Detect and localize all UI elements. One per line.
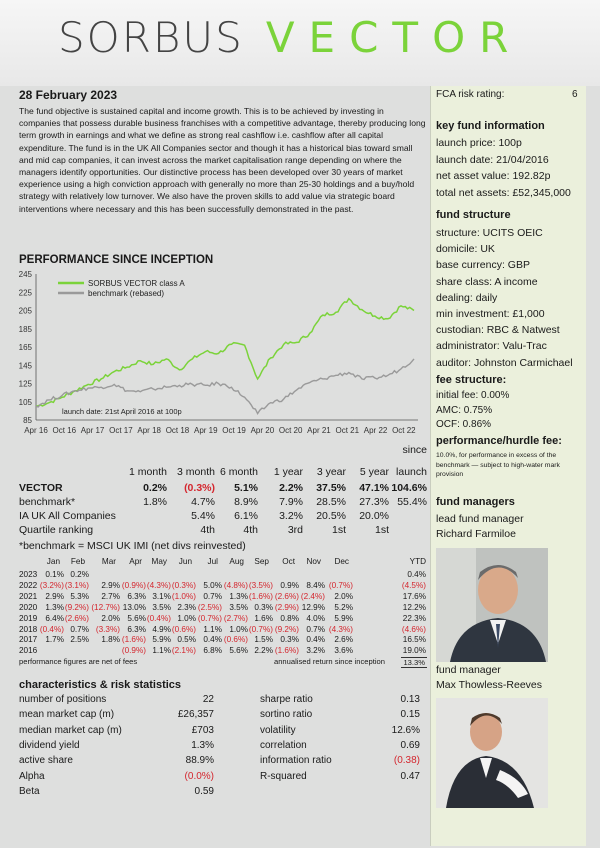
perf-cell: 3.2% — [279, 510, 303, 522]
monthly-cell: (2.6%) — [64, 613, 89, 623]
monthly-cell: (3.1%) — [64, 580, 89, 590]
monthly-cell: 12.9% — [301, 602, 325, 612]
risk-rating-value: 6 — [572, 89, 578, 100]
keyInfo-item: launch date: 21/04/2016 — [436, 153, 549, 166]
perf-cell: 1.8% — [143, 496, 167, 508]
monthly-cell: 1.0% — [229, 624, 248, 634]
monthly-row — [19, 635, 431, 645]
monthly-cell: 2.5% — [70, 635, 89, 645]
perf-row-label: benchmark* — [19, 496, 76, 508]
monthly-notes — [19, 657, 431, 667]
report-date: 28 February 2023 — [19, 88, 118, 102]
risk-rating-label: FCA risk rating: — [436, 89, 505, 100]
perf-header-cell: launch — [396, 466, 427, 478]
series-line-vector — [36, 299, 414, 407]
perf-header-cell: 1 year — [273, 466, 303, 478]
stat-label: correlation — [260, 739, 307, 751]
structure-item: auditor: Johnston Carmichael — [436, 356, 573, 369]
perf-row-label: IA UK All Companies — [19, 510, 116, 522]
stat-label: R-squared — [260, 770, 307, 782]
monthly-row — [19, 614, 431, 624]
monthly-cell: (0.6%) — [223, 635, 248, 645]
manager2-portrait-icon — [436, 698, 548, 808]
monthly-row — [19, 592, 431, 602]
stat-label: volatility — [260, 724, 296, 736]
monthly-cell: 1.6% — [254, 613, 273, 623]
stat-row — [260, 725, 420, 740]
monthly-cell: 6.8% — [203, 646, 222, 656]
structure-title: fund structure — [436, 209, 511, 221]
stat-value: £26,357 — [177, 709, 214, 721]
monthly-cell: (0.6%) — [171, 624, 196, 634]
x-tick-label: Apr 22 — [363, 426, 388, 435]
y-tick-label: 165 — [18, 343, 32, 352]
monthly-cell: 5.0% — [203, 580, 222, 590]
monthly-cell: (12.7%) — [91, 602, 120, 612]
monthly-header-cell: Aug — [229, 557, 244, 566]
perf-cell: 1st — [331, 524, 346, 536]
monthly-header-cell: Nov — [306, 557, 321, 566]
monthly-cell: 3.1% — [152, 591, 171, 601]
x-tick-label: Oct 16 — [52, 426, 77, 435]
perf-cell: 4th — [243, 524, 258, 536]
monthly-cell: (4.6%) — [401, 624, 426, 634]
perf-header-cell: since — [402, 444, 427, 456]
monthly-cell: 8.4% — [306, 580, 325, 590]
monthly-cell: 1.5% — [254, 635, 273, 645]
stat-value: 1.3% — [191, 739, 214, 751]
y-tick-label: 205 — [18, 306, 32, 316]
monthly-cell: 3.5% — [152, 602, 171, 612]
monthly-cell: 2.0% — [101, 613, 120, 623]
monthly-cell: 6.3% — [127, 591, 146, 601]
monthly-row — [19, 581, 431, 591]
structure-item: base currency: GBP — [436, 259, 530, 272]
perf-row — [19, 482, 429, 496]
monthly-cell: (9.2%) — [274, 624, 299, 634]
monthly-header-cell: Jan — [46, 557, 60, 566]
stat-value: (0.0%) — [184, 770, 214, 782]
monthly-header-cell: May — [151, 557, 167, 566]
manager2-role: fund manager — [436, 664, 501, 676]
perf-cell: 47.1% — [359, 482, 389, 494]
structure-item: min investment: £1,000 — [436, 308, 545, 320]
monthly-cell: 0.7% — [306, 624, 325, 634]
perf-cell: 37.5% — [316, 482, 346, 494]
x-tick-label: Apr 21 — [307, 426, 331, 435]
perf-header-cell: 6 month — [220, 466, 258, 478]
monthly-cell: (3.2%) — [39, 580, 64, 590]
perf-header-row-top — [19, 444, 429, 458]
perf-cell: 3rd — [287, 524, 303, 536]
stat-label: dividend yield — [19, 739, 80, 751]
stat-label: sortino ratio — [260, 709, 313, 721]
stat-value: (0.38) — [393, 755, 420, 767]
fund-objective: The fund objective is sustained capital and income growth. This is to be achieved by investing in companies that possess durable business franchises with a competitive advantage, thereby producing long term growth in earnings and what we define as strong real cashflow i.e. cashflow after all capital expenditure. The fund is in the UK All Companies sector and though it has a historical bias toward small and mid cap companies, it can invest across the market capitalisation range depending on where the managers identify opportunities. Our distinctive process has been developed over 30 years of market experience using a high conviction approach with generally no more than 25-30 holdings and a buy/hold strategy with relatively low turnover. We also have the proven skills to add value via strategic board interventions where necessary and this has been successfully demonstrated in the past. — [19, 106, 426, 214]
fees-note: performance figures are net of fees — [19, 657, 138, 667]
monthly-year: 2019 — [19, 613, 38, 623]
monthly-cell: (2.1%) — [171, 646, 196, 656]
performance-title: PERFORMANCE SINCE INCEPTION — [19, 254, 214, 266]
stat-row — [19, 786, 429, 801]
monthly-cell: 0.7% — [70, 624, 89, 634]
perf-cell: 20.5% — [316, 510, 346, 522]
perf-cell: 0.2% — [143, 482, 167, 494]
y-tick-label: 145 — [18, 361, 32, 371]
stat-label: Alpha — [19, 770, 45, 782]
perf-cell: 1st — [374, 524, 389, 536]
sorbus-vector-logo — [58, 13, 522, 73]
monthly-header-cell: Sep — [254, 557, 269, 566]
perf-cell: 7.9% — [279, 496, 303, 508]
perf-header-cell: 1 month — [129, 466, 167, 478]
monthly-cell: (2.6%) — [274, 591, 299, 601]
monthly-cell: 5.6% — [229, 646, 248, 656]
structure-item: dealing: daily — [436, 291, 498, 304]
monthly-header-cell: Mar — [101, 557, 116, 566]
monthly-year: 2021 — [19, 591, 38, 601]
monthly-header-cell: Dec — [334, 557, 349, 566]
structure-item: structure: UCITS OEIC — [436, 227, 543, 239]
structure-item: share class: A income — [436, 275, 538, 288]
structure-item: domicile: UK — [436, 243, 495, 256]
monthly-cell: 0.9% — [280, 580, 299, 590]
stat-label: mean market cap (m) — [19, 709, 115, 721]
structure-item: custodian: RBC & Natwest — [436, 324, 560, 337]
x-tick-label: Apr 19 — [193, 426, 218, 435]
monthly-cell: 6.3% — [127, 624, 146, 634]
monthly-cell: (0.4%) — [146, 613, 171, 623]
x-tick-label: Apr 18 — [137, 426, 161, 435]
x-tick-label: Oct 21 — [335, 426, 360, 435]
x-tick-label: Oct 22 — [392, 426, 416, 435]
monthly-cell: 0.5% — [177, 635, 196, 645]
hurdle-note: 10.0%, for performance in excess of the benchmark — subject to high-water mark provision — [436, 452, 560, 478]
perf-row-label: VECTOR — [19, 482, 63, 494]
manager1-photo — [436, 548, 548, 662]
x-tick-label: Apr 20 — [250, 426, 275, 435]
monthly-cell: (4.8%) — [223, 580, 248, 590]
monthly-row — [19, 625, 431, 635]
perf-cell: 20.0% — [359, 510, 389, 522]
monthly-cell: (0.7%) — [197, 613, 222, 623]
annualised-label: annualised return since inception — [273, 657, 385, 667]
monthly-cell: (0.7%) — [328, 580, 353, 590]
monthly-cell: 1.7% — [45, 635, 64, 645]
monthly-cell: 0.3% — [254, 602, 273, 612]
monthly-cell: (0.9%) — [121, 646, 146, 656]
legend-label: SORBUS VECTOR class A — [88, 279, 185, 288]
stat-value: 0.47 — [400, 770, 420, 782]
monthly-cell: 1.1% — [203, 624, 222, 634]
key-info-title: key fund information — [436, 120, 545, 132]
fees-item: initial fee: 0.00% — [436, 390, 510, 401]
perf-cell: 2.2% — [279, 482, 303, 494]
monthly-cell: 0.2% — [70, 570, 89, 579]
monthly-cell: (4.5%) — [401, 580, 426, 590]
y-tick-label: 185 — [18, 324, 32, 334]
monthly-header-cell: YTD — [409, 557, 426, 566]
hurdle-title: performance/hurdle fee: — [436, 435, 562, 447]
monthly-cell: 2.7% — [101, 591, 120, 601]
monthly-cell: (2.7%) — [223, 613, 248, 623]
monthly-cell: (3.3%) — [95, 624, 120, 634]
stat-label: active share — [19, 755, 73, 767]
stat-value: 0.15 — [400, 709, 420, 721]
perf-cell: 5.1% — [234, 482, 258, 494]
keyInfo-item: total net assets: £52,345,000 — [436, 186, 571, 199]
monthly-cell: 2.9% — [45, 591, 64, 601]
logo-word-vector: VECTOR — [265, 13, 523, 62]
perf-row — [19, 524, 429, 538]
monthly-cell: 22.3% — [402, 613, 426, 623]
y-tick-label: 105 — [18, 397, 32, 407]
logo-word-sorbus: SORBUS — [58, 13, 244, 62]
keyInfo-item: net asset value: 192.82p — [436, 170, 551, 182]
monthly-header-cell: Jun — [178, 557, 192, 566]
monthly-cell: 3.6% — [334, 646, 353, 656]
manager1-role: lead fund manager — [436, 513, 524, 525]
stat-row — [260, 755, 420, 770]
stat-value: 12.6% — [391, 724, 420, 736]
benchmark-footnote: *benchmark = MSCI UK IMI (net divs reinvested) — [19, 540, 246, 552]
x-tick-label: Oct 19 — [222, 426, 246, 435]
stat-value: £703 — [191, 724, 214, 736]
monthly-cell: 2.6% — [334, 635, 353, 645]
monthly-row — [19, 603, 431, 613]
perf-cell: 27.3% — [359, 496, 389, 508]
monthly-cell: 1.3% — [229, 591, 248, 601]
monthly-cell: 2.0% — [334, 591, 353, 601]
monthly-cell: (4.3%) — [146, 580, 171, 590]
monthly-year: 2020 — [19, 602, 38, 612]
monthly-cell: (0.3%) — [171, 580, 196, 590]
perf-cell: 8.9% — [234, 496, 258, 508]
perf-row — [19, 496, 429, 510]
monthly-cell: 5.3% — [70, 591, 89, 601]
monthly-year: 2017 — [19, 635, 38, 645]
monthly-header-cell: Oct — [282, 557, 295, 566]
sidebar — [430, 86, 586, 846]
perf-cell: 28.5% — [316, 496, 346, 508]
monthly-year: 2023 — [19, 570, 38, 579]
monthly-cell: 16.5% — [402, 635, 426, 645]
manager2-photo — [436, 698, 548, 808]
monthly-cell: (0.9%) — [121, 580, 146, 590]
y-tick-label: 125 — [18, 379, 32, 389]
monthly-cell: (1.6%) — [121, 635, 146, 645]
monthly-cell: 3.2% — [306, 646, 325, 656]
perf-header-row — [19, 466, 429, 480]
y-tick-label: 245 — [18, 270, 32, 279]
perf-row-label: Quartile ranking — [19, 524, 94, 536]
monthly-cell: 2.2% — [254, 646, 273, 656]
monthly-cell: 0.4% — [306, 635, 325, 645]
stat-value: 0.13 — [400, 694, 420, 705]
stat-value: 88.9% — [185, 755, 214, 767]
stat-row — [260, 740, 420, 755]
monthly-row — [19, 646, 431, 656]
perf-cell: (0.3%) — [184, 482, 215, 494]
stat-label: number of positions — [19, 694, 107, 705]
x-tick-label: Apr 16 — [24, 426, 48, 435]
y-tick-label: 85 — [23, 416, 32, 425]
perf-cell: 4.7% — [191, 496, 215, 508]
manager1-portrait-icon — [436, 548, 548, 662]
launch-annotation: launch date: 21st April 2016 at 100p — [62, 407, 182, 416]
monthly-cell: 4.9% — [152, 624, 171, 634]
monthly-cell: 4.0% — [306, 613, 325, 623]
monthly-year: 2016 — [19, 646, 38, 656]
monthly-cell: 13.0% — [122, 602, 146, 612]
monthly-cell: (1.6%) — [274, 646, 299, 656]
monthly-cell: (2.5%) — [197, 602, 222, 612]
stat-row — [260, 771, 420, 786]
perf-row — [19, 510, 429, 524]
stat-label: information ratio — [260, 755, 332, 767]
legend-label: benchmark (rebased) — [88, 289, 165, 298]
monthly-cell: (2.4%) — [300, 591, 325, 601]
monthly-cell: 0.7% — [203, 591, 222, 601]
monthly-header-cell: Feb — [70, 557, 85, 566]
monthly-cell: 19.0% — [402, 646, 426, 656]
monthly-cell: 2.3% — [177, 602, 196, 612]
characteristics-title: characteristics & risk statistics — [19, 679, 182, 691]
monthly-cell: 6.4% — [45, 613, 64, 623]
monthly-cell: (1.0%) — [171, 591, 196, 601]
stat-label: median market cap (m) — [19, 724, 122, 736]
monthly-cell: (4.3%) — [328, 624, 353, 634]
perf-header-cell: 3 year — [316, 466, 346, 478]
monthly-header-row — [19, 557, 431, 567]
perf-cell: 5.4% — [191, 510, 215, 522]
monthly-cell: 0.1% — [45, 570, 64, 579]
monthly-cell: 1.3% — [45, 602, 64, 612]
monthly-cell: 5.2% — [334, 602, 353, 612]
structure-item: administrator: Valu-Trac — [436, 340, 547, 353]
monthly-cell: 2.9% — [101, 580, 120, 590]
stat-value: 22 — [202, 694, 214, 705]
monthly-cell: 0.3% — [280, 635, 299, 645]
manager1-name: Richard Farmiloe — [436, 528, 516, 540]
monthly-cell: (3.5%) — [248, 580, 273, 590]
x-tick-label: Oct 18 — [165, 426, 190, 435]
monthly-header-cell: Jul — [207, 557, 218, 566]
monthly-cell: 5.6% — [127, 613, 146, 623]
monthly-cell: 3.5% — [229, 602, 248, 612]
series-line-benchmark — [36, 359, 414, 414]
perf-header-cell: 3 month — [177, 466, 215, 478]
perf-cell: 55.4% — [397, 496, 427, 508]
keyInfo-item: launch price: 100p — [436, 137, 522, 149]
stat-value: 0.59 — [194, 785, 214, 797]
monthly-header-cell: Apr — [129, 557, 142, 566]
manager2-name: Max Thowless-Reeves — [436, 679, 543, 691]
monthly-cell: (1.6%) — [248, 591, 273, 601]
monthly-cell: (2.9%) — [274, 602, 299, 612]
monthly-cell: 17.6% — [402, 591, 426, 601]
monthly-cell: 0.8% — [280, 613, 299, 623]
annualised-value: 13.3% — [403, 658, 425, 668]
monthly-cell: 5.9% — [334, 613, 353, 623]
performance-chart — [6, 268, 426, 446]
managers-title: fund managers — [436, 496, 515, 508]
fees-item: OCF: 0.86% — [436, 419, 492, 430]
monthly-year: 2022 — [19, 580, 38, 590]
fee-title: fee structure: — [436, 374, 507, 386]
perf-cell: 4th — [200, 524, 215, 536]
monthly-cell: 12.2% — [402, 602, 426, 612]
x-tick-label: Oct 17 — [109, 426, 133, 435]
stat-label: Beta — [19, 785, 40, 797]
monthly-cell: 1.8% — [101, 635, 120, 645]
monthly-cell: (0.4%) — [39, 624, 64, 634]
perf-cell: 6.1% — [234, 510, 258, 522]
monthly-row — [19, 570, 431, 580]
stat-row — [260, 709, 420, 724]
monthly-cell: 1.0% — [177, 613, 196, 623]
monthly-cell: (0.7%) — [248, 624, 273, 634]
monthly-cell: 0.4% — [407, 570, 426, 579]
monthly-year: 2018 — [19, 624, 38, 634]
stat-label: sharpe ratio — [260, 694, 313, 705]
x-tick-label: Oct 20 — [278, 426, 303, 435]
fees-item: AMC: 0.75% — [436, 404, 493, 416]
monthly-cell: 1.1% — [152, 646, 171, 656]
x-tick-label: Apr 17 — [80, 426, 105, 435]
perf-header-cell: 5 year — [359, 466, 389, 478]
perf-cell: 104.6% — [391, 482, 427, 494]
stat-row — [260, 694, 420, 709]
monthly-cell: 5.9% — [152, 635, 171, 645]
stat-value: 0.69 — [400, 739, 420, 751]
monthly-cell: (9.2%) — [64, 602, 89, 612]
y-tick-label: 225 — [18, 288, 32, 298]
monthly-cell: 0.4% — [203, 635, 222, 645]
